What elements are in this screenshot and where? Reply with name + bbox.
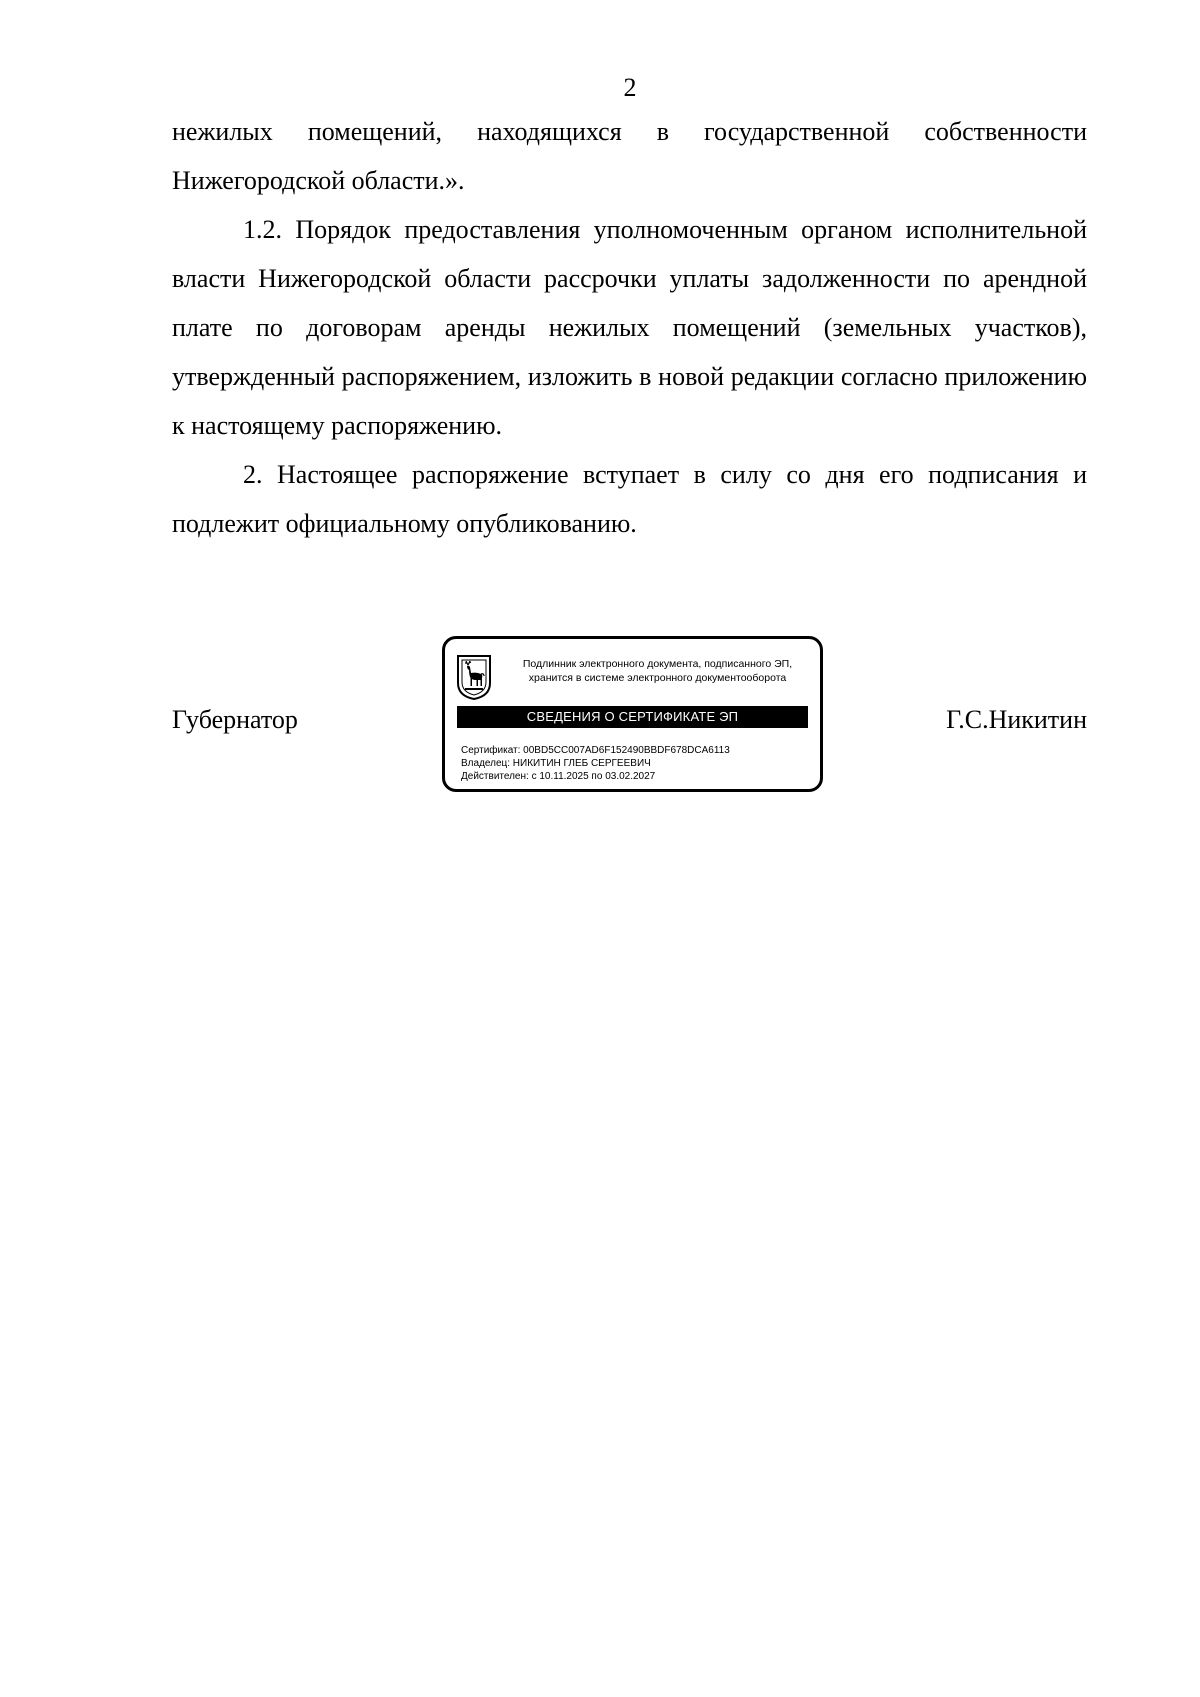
coat-of-arms-icon [455,653,493,701]
stamp-header [503,657,812,685]
stamp-title-bar: СВЕДЕНИЯ О СЕРТИФИКАТЕ ЭП [457,706,808,728]
signature-block [172,636,1087,806]
certificate-validity: Действителен: с 10.11.2025 по 03.02.2027 [461,771,656,782]
document-body [172,107,1087,548]
stamp-header-line-2: хранится в системе электронного документооборота [528,672,787,684]
certificate-owner: Владелец: НИКИТИН ГЛЕБ СЕРГЕЕВИЧ [461,758,651,769]
signer-position: Губернатор [172,705,298,734]
signer-name: Г.С.Никитин [946,705,1087,734]
paragraph-2: 2. Настоящее распоряжение вступает в силу со дня его подписания и подлежит официальному опубликованию. [172,460,1087,538]
paragraph-1: нежилых помещений, находящихся в государственной собственности Нижегородской области.». [172,117,1087,195]
certificate-number: Сертификат: 00BD5CC007AD6F152490BBDF678DCA6113 [461,745,730,756]
paragraph-1-2: 1.2. Порядок предоставления уполномоченным органом исполнительной власти Нижегородской области рассрочки уплаты задолженности по арендной плате по договорам аренды нежилых помещений (земельных участков), утвержденный распоряжением, изложить в новой редакции согласно приложению к настоящему распоряжению. [172,215,1087,440]
electronic-signature-stamp [442,636,823,792]
stamp-header-line-1: Подлинник электронного документа, подписанного ЭП, [522,658,793,670]
page-number: 2 [623,73,637,102]
stamp-details [461,744,730,783]
